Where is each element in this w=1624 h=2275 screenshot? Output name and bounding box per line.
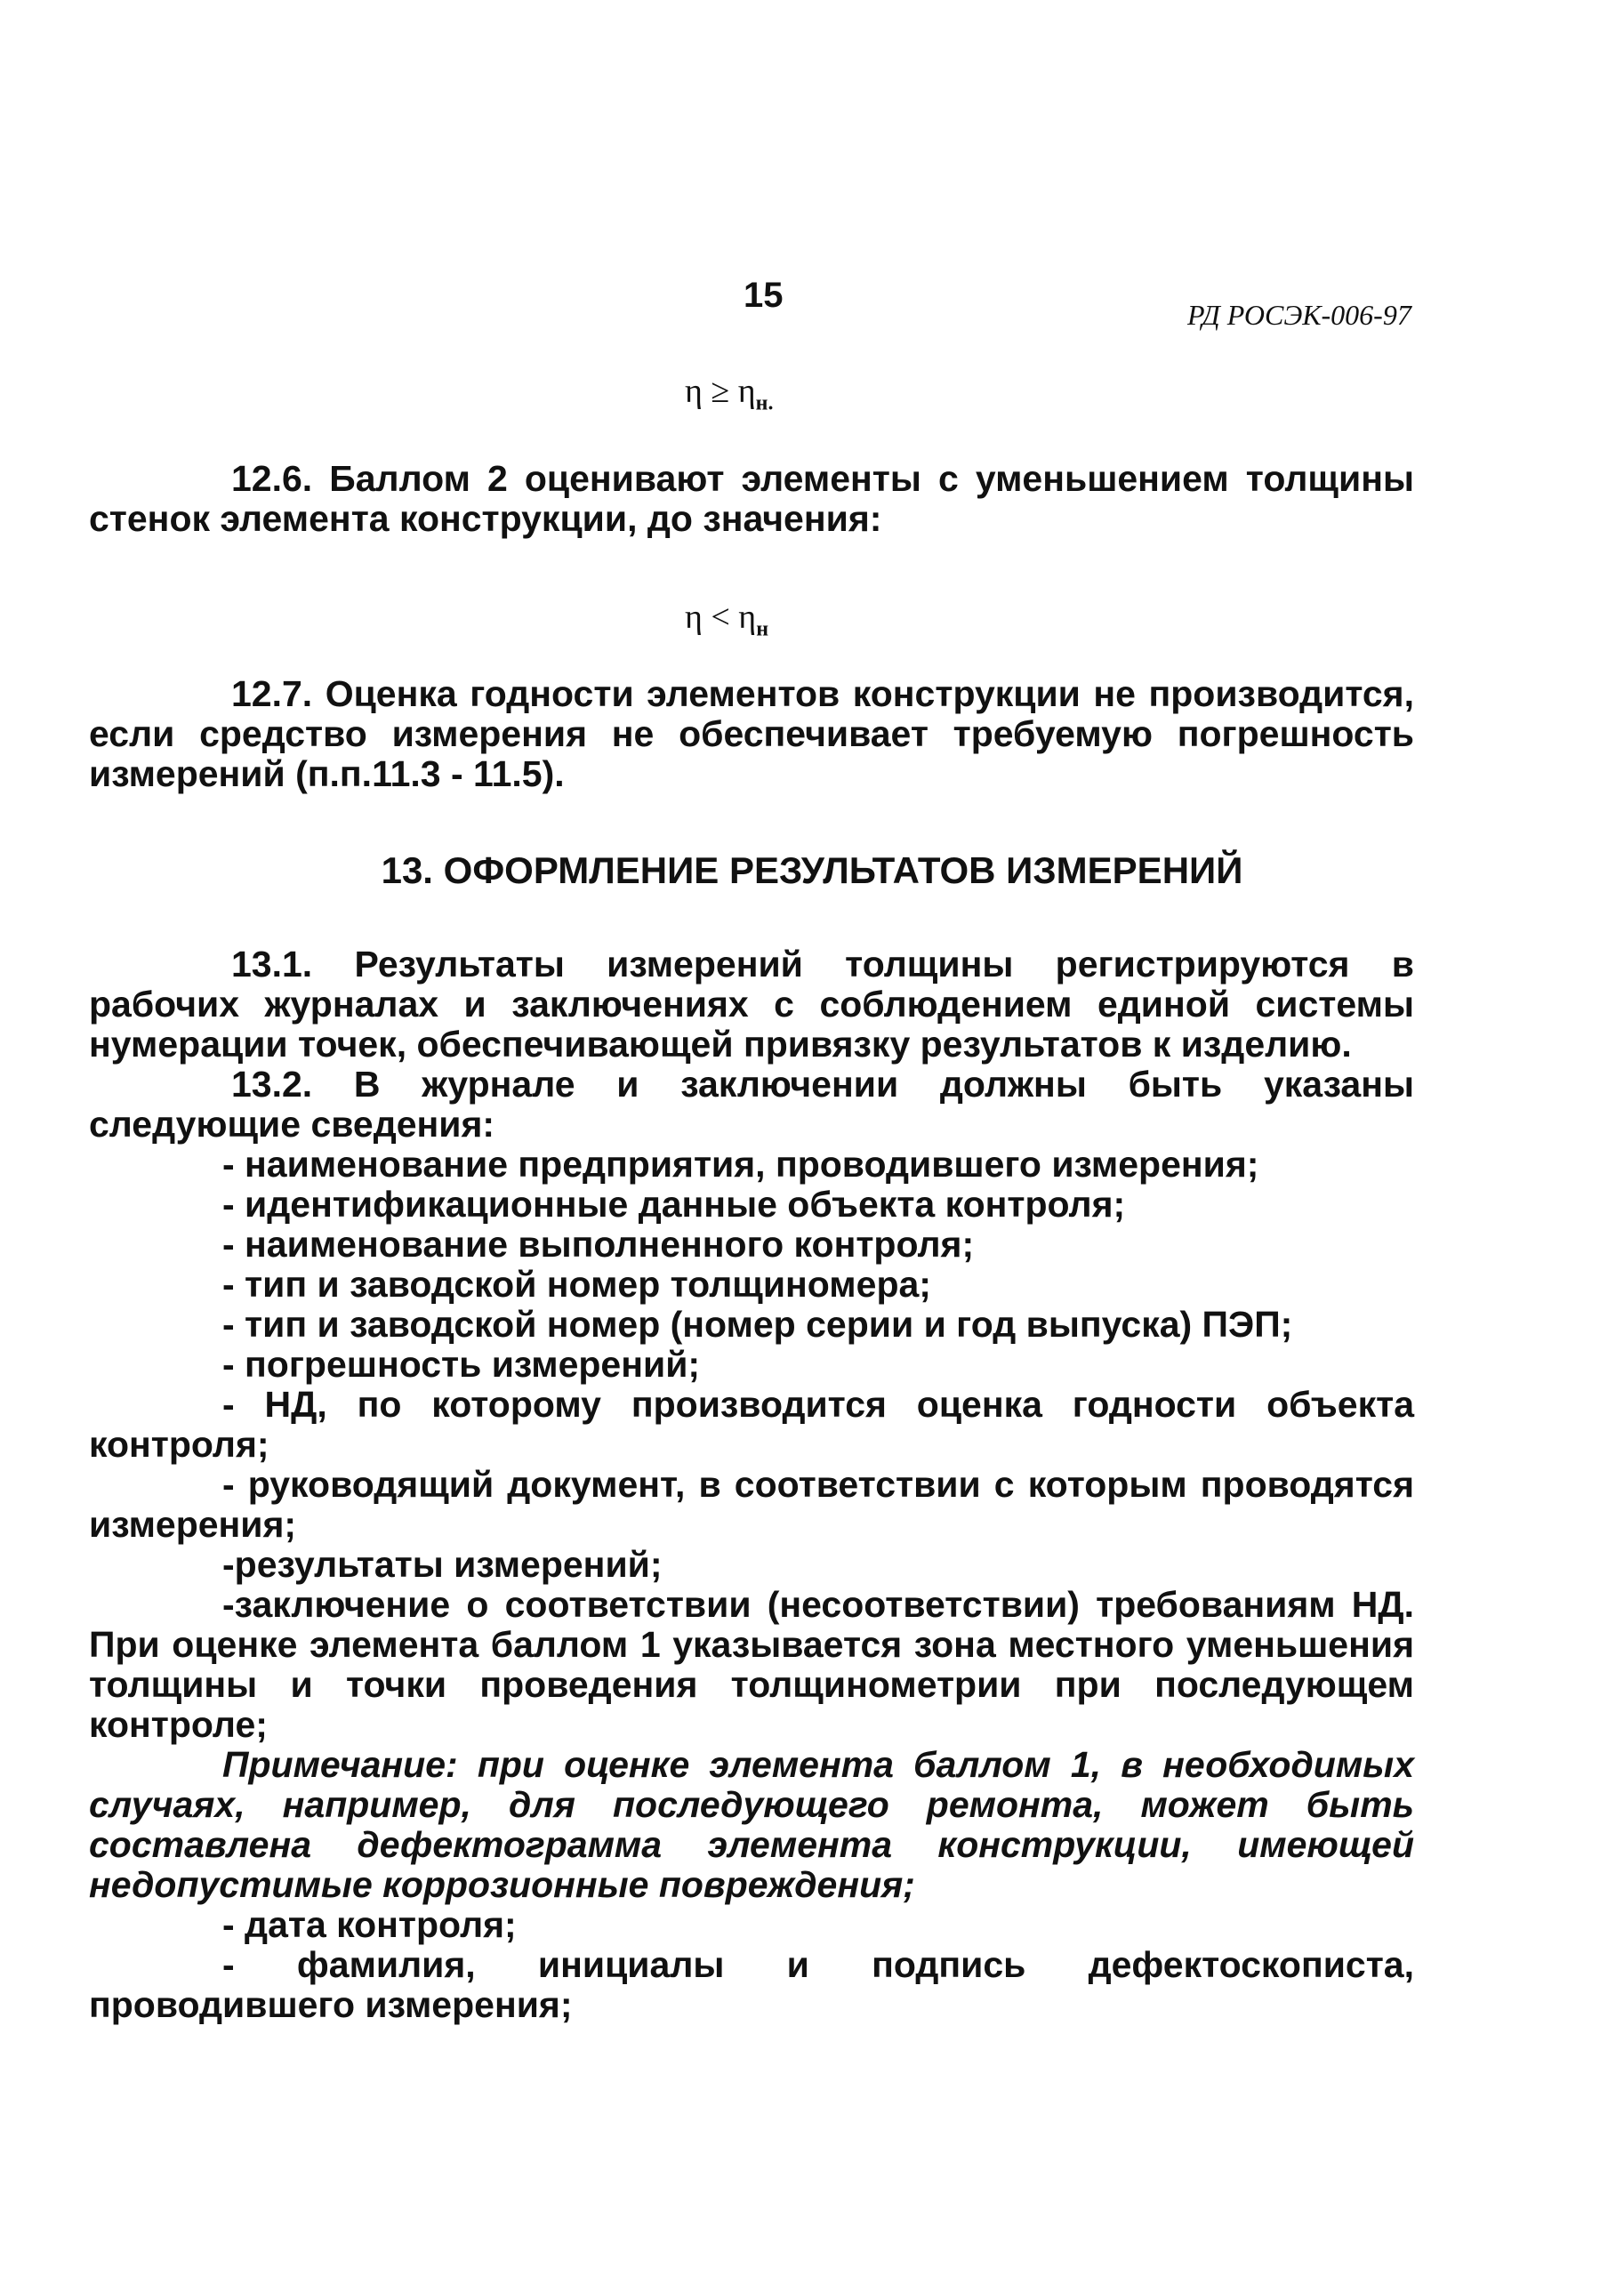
document-code: РД РОСЭК-006-97	[1187, 299, 1411, 331]
list-item: -результаты измерений;	[222, 1544, 663, 1585]
formula-eta-ge	[685, 372, 773, 416]
paragraph-text: 12.6. Баллом 2 оценивают элементы с уменьшением толщины стенок элемента конструкции, до значения:	[89, 458, 1414, 539]
list-item: - тип и заводской номер (номер серии и год выпуска) ПЭП;	[222, 1304, 1293, 1345]
note-paragraph: Примечание: при оценке элемента баллом 1, в необходимых случаях, например, для последующего ремонта, может быть составлена дефектограмма элемента конструкции, имеющей недопустимые коррозионные повреждения;	[89, 1744, 1414, 1905]
list-item: - НД, по которому производится оценка годности объекта контроля;	[89, 1384, 1414, 1465]
formula-eta-lt	[685, 598, 768, 642]
list-item: - наименование предприятия, проводившего измерения;	[222, 1144, 1259, 1185]
formula-subscript: н	[756, 617, 769, 641]
page-number: 15	[744, 276, 784, 315]
section-13-body	[89, 945, 1414, 2025]
list-item: - тип и заводской номер толщиномера;	[222, 1264, 931, 1305]
list-item: - наименование выполненного контроля;	[222, 1224, 975, 1265]
list-item: - идентификационные данные объекта контроля;	[222, 1184, 1126, 1225]
formula-subscript: н.	[755, 391, 774, 415]
paragraph-12-7	[89, 674, 1414, 794]
paragraph-12-6	[89, 459, 1414, 539]
list-item: - фамилия, инициалы и подпись дефектоскописта, проводившего измерения;	[89, 1944, 1414, 2025]
formula-main: η < η	[685, 599, 757, 636]
paragraph-text: 12.7. Оценка годности элементов конструкции не производится, если средство измерения не обеспечивает требуемую погрешность измерений (п.п.11.3 - 11.5).	[89, 673, 1414, 794]
paragraph-13-1: 13.1. Результаты измерений толщины регистрируются в рабочих журналах и заключениях с соблюдением единой системы нумерации точек, обеспечивающей привязку результатов к изделию.	[89, 944, 1414, 1065]
list-item: - дата контроля;	[222, 1904, 517, 1945]
formula-main: η ≥ η	[685, 373, 756, 410]
list-item: -заключение о соответствии (несоответствии) требованиям НД. При оценке элемента баллом 1 указывается зона местного уменьшения толщины и точки проведения толщинометрии при последующем контроле;	[89, 1584, 1414, 1745]
paragraph-13-2: 13.2. В журнале и заключении должны быть указаны следующие сведения:	[89, 1064, 1414, 1145]
list-item: - руководящий документ, в соответствии с которым проводятся измерения;	[89, 1464, 1414, 1545]
section-heading: 13. ОФОРМЛЕНИЕ РЕЗУЛЬТАТОВ ИЗМЕРЕНИЙ	[381, 849, 1243, 891]
list-item: - погрешность измерений;	[222, 1344, 701, 1385]
